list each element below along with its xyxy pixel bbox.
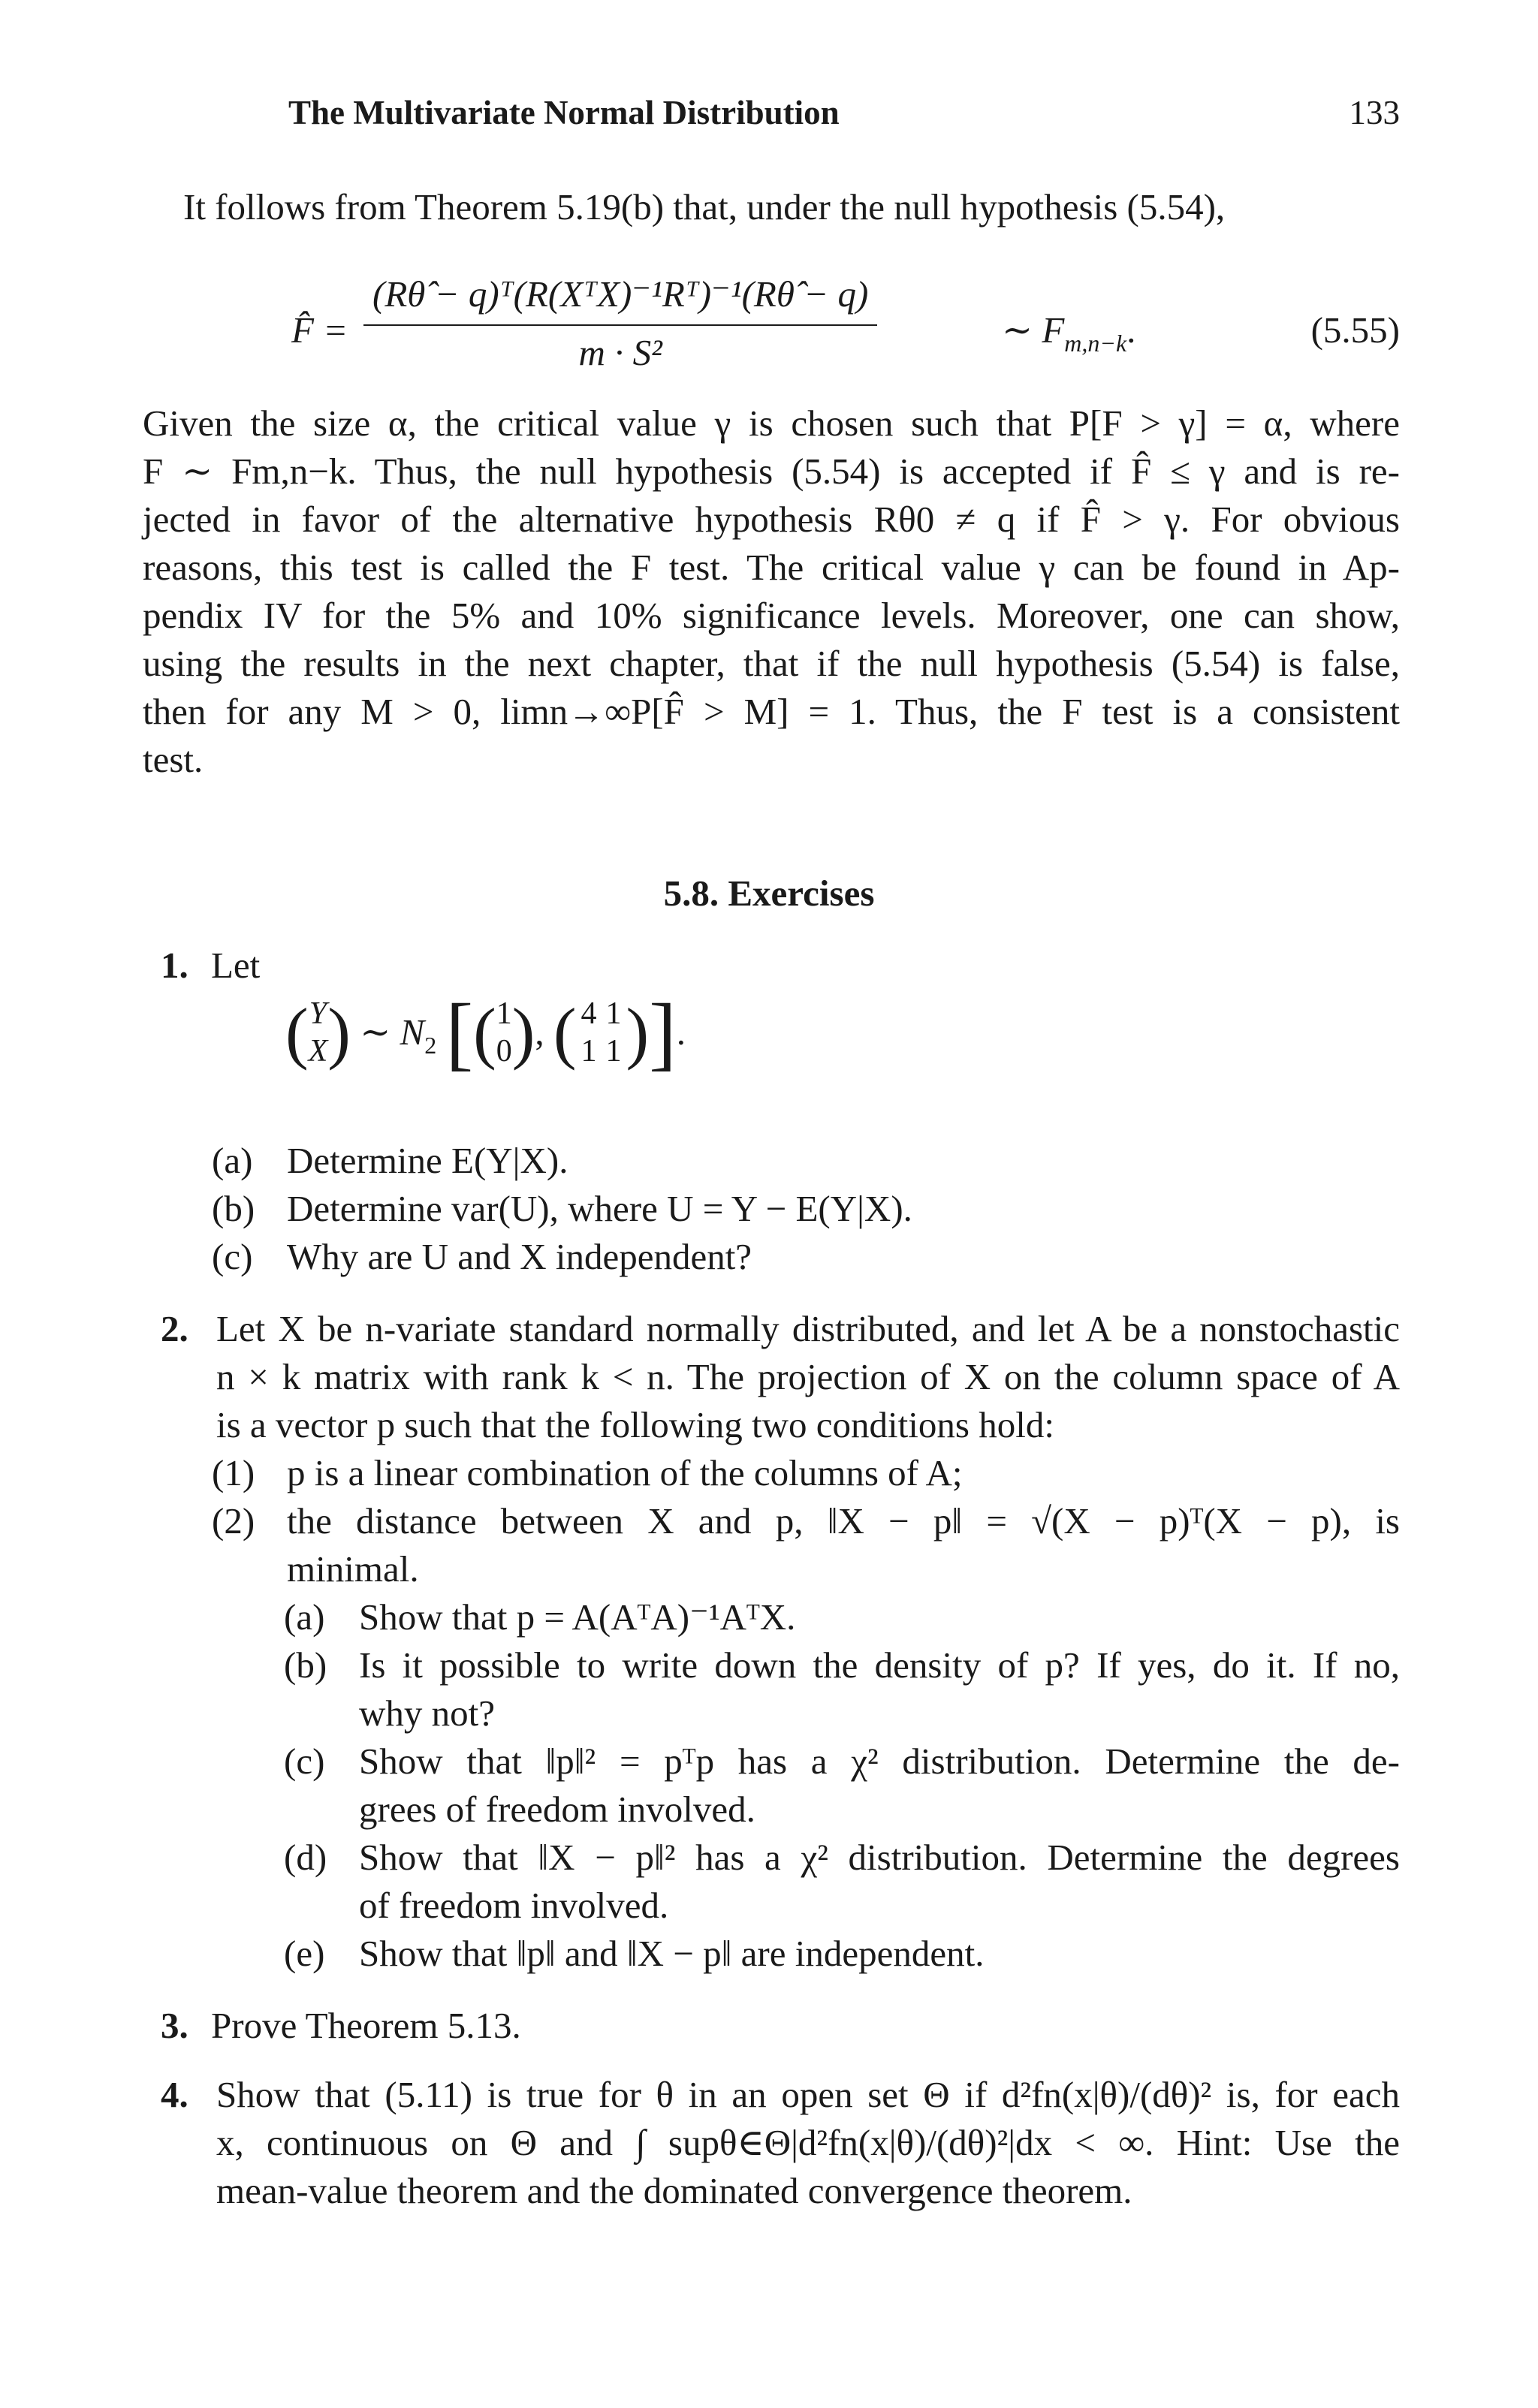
eq-denominator: m · S² bbox=[578, 332, 662, 373]
running-title: The Multivariate Normal Distribution bbox=[288, 94, 840, 131]
list-item-cont: of freedom involved. bbox=[359, 1885, 669, 1926]
eq-rhs-dot: . bbox=[1126, 309, 1136, 351]
exercise-3-text: Prove Theorem 5.13. bbox=[211, 2005, 521, 2046]
list-item: (a) Show that p = A(AᵀA)⁻¹AᵀX. bbox=[284, 1596, 796, 1638]
exercise-1-lead: Let bbox=[211, 945, 261, 986]
list-item: (d) Show that ‖X − p‖² has a χ² distribution. Determine the degrees bbox=[284, 1837, 1400, 1878]
ex4-line: Show that (5.11) is true for θ in an open set Θ if d²fn(x|θ)/(dθ)² is, for each bbox=[216, 2074, 1400, 2115]
exercise-3-number: 3. bbox=[161, 2005, 188, 2046]
paragraph-line: F ∼ Fm,n−k. Thus, the null hypothesis (5.54) is accepted if F̂ ≤ γ and is re- bbox=[143, 451, 1400, 492]
list-item: (c) Show that ‖p‖² = pᵀp has a χ² distribution. Determine the de- bbox=[284, 1740, 1400, 1782]
ex2-line: Let X be n-variate standard normally distributed, and let A be a nonstochastic bbox=[216, 1308, 1400, 1349]
dist-symbol: ∼ $N_2$ bbox=[360, 1011, 437, 1059]
section-title: 5.8. Exercises bbox=[663, 872, 875, 914]
list-item: (e) Show that ‖p‖ and ‖X − p‖ are independent. bbox=[284, 1933, 985, 1974]
exercise-3 bbox=[161, 2002, 521, 2050]
exercise-2-number: 2. bbox=[161, 1308, 188, 1349]
paragraph-line: pendix IV for the 5% and 10% significance levels. Moreover, one can show, bbox=[143, 595, 1400, 636]
eq-fraction bbox=[363, 270, 877, 377]
vector-yx: Y X bbox=[308, 996, 328, 1068]
cov-matrix: 4 1 1 1 bbox=[581, 996, 622, 1068]
paragraph-line: test. bbox=[143, 739, 204, 780]
mean-vector: 1 0 bbox=[496, 996, 512, 1068]
eq-tilde: ∼ bbox=[1002, 309, 1033, 351]
exercise-1-items bbox=[212, 1137, 912, 1281]
ex4-line: x, continuous on Θ and ∫ supθ∈Θ|d²fn(x|θ)/(dθ)²|dx < ∞. Hint: Use the bbox=[216, 2122, 1400, 2163]
list-item: (c) Why are U and X independent? bbox=[212, 1236, 752, 1277]
equation-5-55 bbox=[291, 270, 1400, 390]
eq-rhs-F: F bbox=[1042, 309, 1065, 351]
page-number: 133 bbox=[1349, 94, 1400, 131]
exercise-4-body bbox=[216, 2071, 1400, 2215]
list-item: (b) Is it possible to write down the density of p? If yes, do it. If no, bbox=[284, 1644, 1400, 1686]
condition-item: (1) p is a linear combination of the columns of A; bbox=[212, 1452, 963, 1493]
condition-item: (2) the distance between X and p, ‖X − p‖ = √(X − p)ᵀ(X − p), is bbox=[212, 1500, 1400, 1542]
eq-rhs-sub: m,n−k bbox=[1064, 330, 1127, 357]
ex2-line: is a vector p such that the following two conditions hold: bbox=[216, 1404, 1054, 1445]
condition-cont: minimal. bbox=[287, 1548, 419, 1590]
list-item: (b) Determine var(U), where U = Y − E(Y|X). bbox=[212, 1188, 912, 1229]
list-item-cont: grees of freedom involved. bbox=[359, 1789, 755, 1830]
exercise-1-distribution: (Y X) ∼ $N_2$ [(1 0), ( 4 1 1 1 )]. bbox=[285, 987, 686, 1078]
ex2-line: n × k matrix with rank k < n. The projection of X on the column space of A bbox=[216, 1356, 1400, 1397]
exercise-2-body bbox=[216, 1305, 1400, 1449]
paragraph-line: then for any M > 0, limn→∞P[F̂ > M] = 1. Thus, the F test is a consistent bbox=[143, 691, 1400, 732]
paragraph-f-test bbox=[143, 399, 1400, 784]
list-item-cont: why not? bbox=[359, 1692, 495, 1734]
paragraph-line: jected in favor of the alternative hypothesis Rθ0 ≠ q if F̂ > γ. For obvious bbox=[143, 499, 1400, 540]
paragraph-line: Given the size α, the critical value γ is chosen such that P[F > γ] = α, where bbox=[143, 402, 1400, 444]
exercise-2-items bbox=[284, 1593, 1400, 1978]
exercise-1-number: 1. Let bbox=[161, 945, 261, 986]
running-header bbox=[288, 89, 1400, 134]
ex4-line: mean-value theorem and the dominated convergence theorem. bbox=[216, 2170, 1132, 2211]
list-item: (a) Determine E(Y|X). bbox=[212, 1140, 568, 1181]
exercise-2-conditions bbox=[212, 1449, 1400, 1593]
eq-numerator: (Rθ̂ − q)ᵀ(R(XᵀX)⁻¹Rᵀ)⁻¹(Rθ̂ − q) bbox=[363, 270, 877, 326]
paragraph-line: using the results in the next chapter, that if the null hypothesis (5.54) is false, bbox=[143, 643, 1400, 684]
intro-line: It follows from Theorem 5.19(b) that, under the null hypothesis (5.54), bbox=[183, 186, 1226, 228]
eq-label: (5.55) bbox=[1310, 309, 1400, 351]
exercise-4-number: 4. bbox=[161, 2074, 188, 2115]
paragraph-line: reasons, this test is called the F test. The critical value γ can be found in Ap- bbox=[143, 547, 1400, 588]
eq-lhs: F̂ = bbox=[291, 309, 348, 351]
